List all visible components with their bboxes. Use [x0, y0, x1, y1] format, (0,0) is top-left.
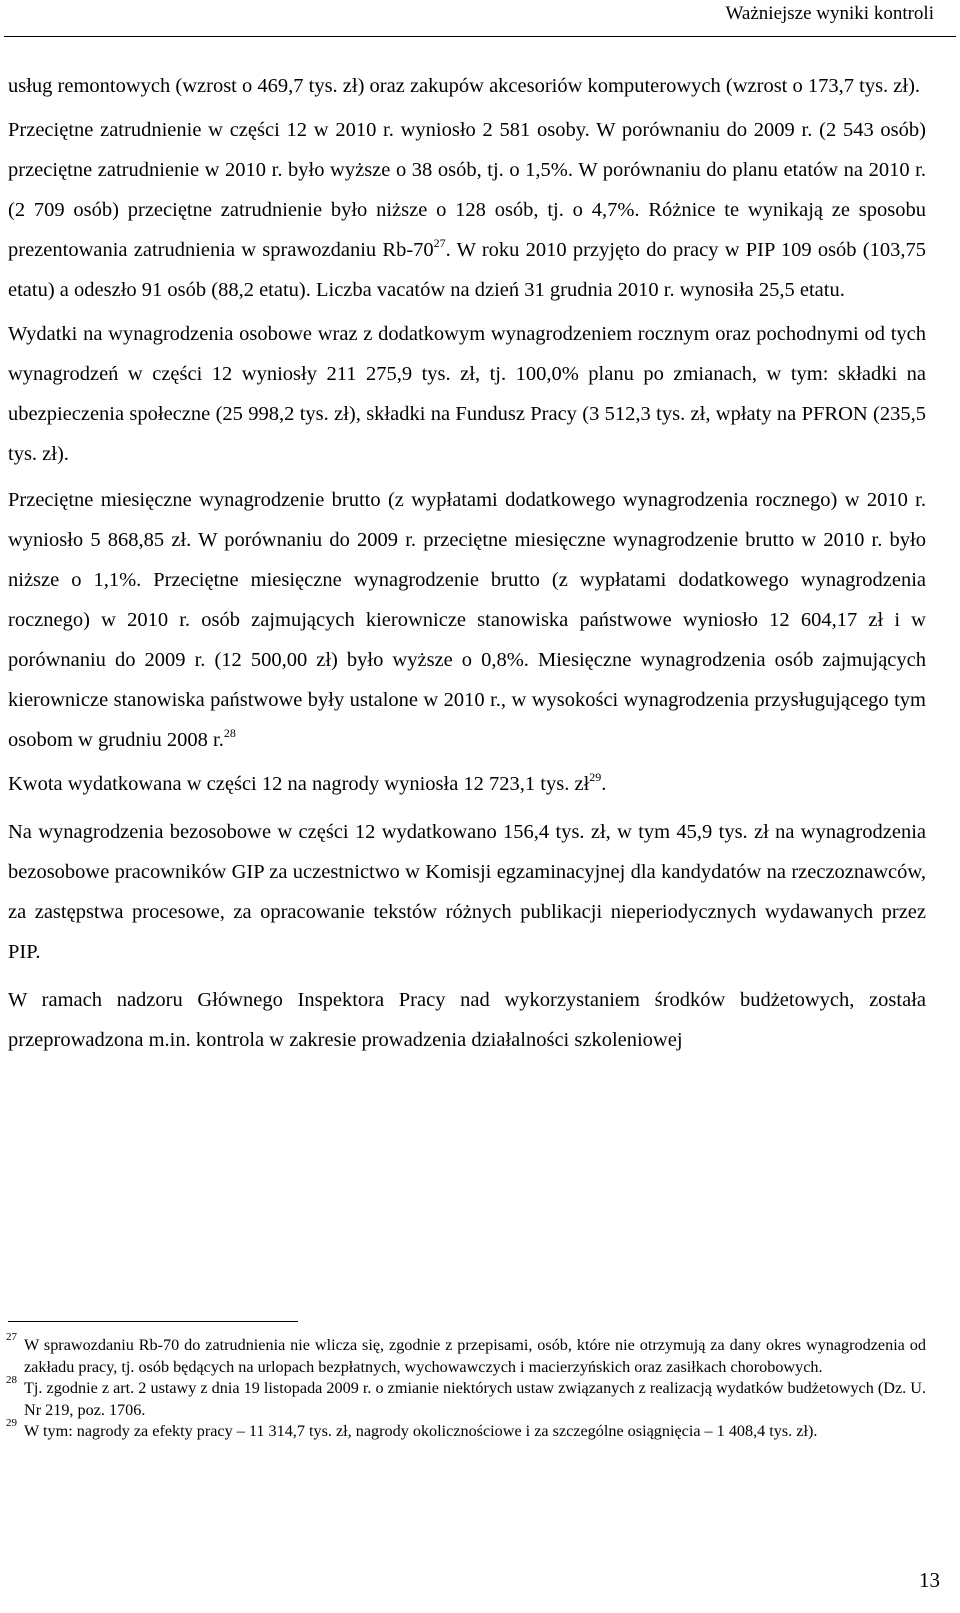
running-header: Ważniejsze wyniki kontroli: [725, 3, 934, 24]
paragraph-2: [8, 110, 926, 310]
footnote-number: 27: [6, 1331, 17, 1343]
paragraph-text: Wydatki na wynagrodzenia osobowe wraz z dodatkowym wynagrodzeniem rocznym oraz pochodnymi od tych wynagrodzeń w części 12 wyniosły 211 275,9 tys. zł, tj. 100,0% planu po zmianach, w tym: składki na ubezpieczenia społeczne (25 998,2 tys. zł), składki na Fundusz Pracy (3 512,3 tys. zł, wpłaty na PFRON (235,5 tys. zł).: [8, 323, 926, 465]
body-text: [8, 66, 926, 1065]
paragraph-6: [8, 812, 926, 972]
footnote-ref-28: 28: [223, 726, 236, 740]
footnote-text: W tym: nagrody za efekty pracy – 11 314,7 tys. zł, nagrody okolicznościowe i za szczególne osiągnięcia – 1 408,4 tys. zł).: [24, 1422, 818, 1440]
footnote-number: 29: [6, 1417, 17, 1429]
paragraph-text: W ramach nadzoru Głównego Inspektora Pracy nad wykorzystaniem środków budżetowych, została przeprowadzona m.in. kontrola w zakresie prowadzenia działalności szkoleniowej: [8, 989, 926, 1051]
footnote-ref-27: 27: [433, 236, 446, 250]
footnote-text: W sprawozdaniu Rb-70 do zatrudnienia nie wlicza się, zgodnie z przepisami, osób, które nie otrzymują za dany okres wynagrodzenia od zakładu pracy, tj. osób będących na urlopach bezpłatnych, wychowawczych i macierzyńskich oraz zasiłkach chorobowych.: [24, 1336, 926, 1376]
header-divider: [4, 36, 956, 37]
footnote-28: [6, 1374, 926, 1421]
paragraph-4: [8, 480, 926, 760]
paragraph-text: Przeciętne zatrudnienie w części 12 w 2010 r. wyniosło 2 581 osoby. W porównaniu do 2009 r. (2 543 osób) przeciętne zatrudnienie w 2010 r. było wyższe o 38 osób, tj. o 1,5%. W porównaniu do planu etatów na 2010 r. (2 709 osób) przeciętne zatrudnienie było niższe o 128 osób, tj. o 4,7%. Różnice te wynikają ze sposobu prezentowania zatrudnienia w sprawozdaniu Rb-70: [8, 119, 926, 261]
paragraph-3: [8, 314, 926, 474]
footnote-ref-29: 29: [589, 770, 602, 784]
paragraph-text-cont: .: [601, 773, 607, 795]
paragraph-text: Przeciętne miesięczne wynagrodzenie brutto (z wypłatami dodatkowego wynagrodzenia rocznego) w 2010 r. wyniosło 5 868,85 zł. W porównaniu do 2009 r. przeciętne miesięczne wynagrodzenie brutto w 2010 r. było niższe o 1,1%. Przeciętne miesięczne wynagrodzenie brutto (z wypłatami dodatkowego wynagrodzenia rocznego) w 2010 r. osób zajmujących kierownicze stanowiska państwowe wyniosło 12 604,17 zł i w porównaniu do 2009 r. (12 500,00 zł) było wyższe o 0,8%. Miesięczne wynagrodzenia osób zajmujących kierownicze stanowiska państwowe były ustalone w 2010 r., w wysokości wynagrodzenia przysługującego tym osobom w grudniu 2008 r.: [8, 489, 926, 751]
footnote-text: Tj. zgodnie z art. 2 ustawy z dnia 19 listopada 2009 r. o zmianie niektórych ustaw związanych z realizacją wydatków budżetowych (Dz. U. Nr 219, poz. 1706.: [24, 1379, 926, 1419]
paragraph-7: [8, 980, 926, 1060]
footnote-divider: [8, 1321, 298, 1322]
paragraph-text-cont: . W roku 2010 przyjęto do pracy w PIP 109 osób (103,75 etatu) a odeszło 91 osób (88,2 etatu). Liczba vacatów na dzień 31 grudnia 2010 r. wynosiła 25,5 etatu.: [8, 239, 926, 301]
paragraph-text: usług remontowych (wzrost o 469,7 tys. zł) oraz zakupów akcesoriów komputerowych (wzrost o 173,7 tys. zł).: [8, 75, 921, 97]
footnote-number: 28: [6, 1374, 17, 1386]
paragraph-text: Na wynagrodzenia bezosobowe w części 12 wydatkowano 156,4 tys. zł, w tym 45,9 tys. zł na wynagrodzenia bezosobowe pracowników GIP za uczestnictwo w Komisji egzaminacyjnej dla kandydatów na rzeczoznawców, za zastępstwa procesowe, za opracowanie tekstów różnych publikacji nieperiodycznych wydawanych przez PIP.: [8, 821, 926, 963]
footnotes: [6, 1331, 926, 1443]
footnote-29: [6, 1417, 926, 1443]
paragraph-text: Kwota wydatkowana w części 12 na nagrody wyniosła 12 723,1 tys. zł: [8, 773, 590, 795]
footnote-27: [6, 1331, 926, 1378]
paragraph-5: [8, 764, 926, 804]
page-number: 13: [919, 1568, 940, 1592]
paragraph-1: [8, 66, 926, 106]
